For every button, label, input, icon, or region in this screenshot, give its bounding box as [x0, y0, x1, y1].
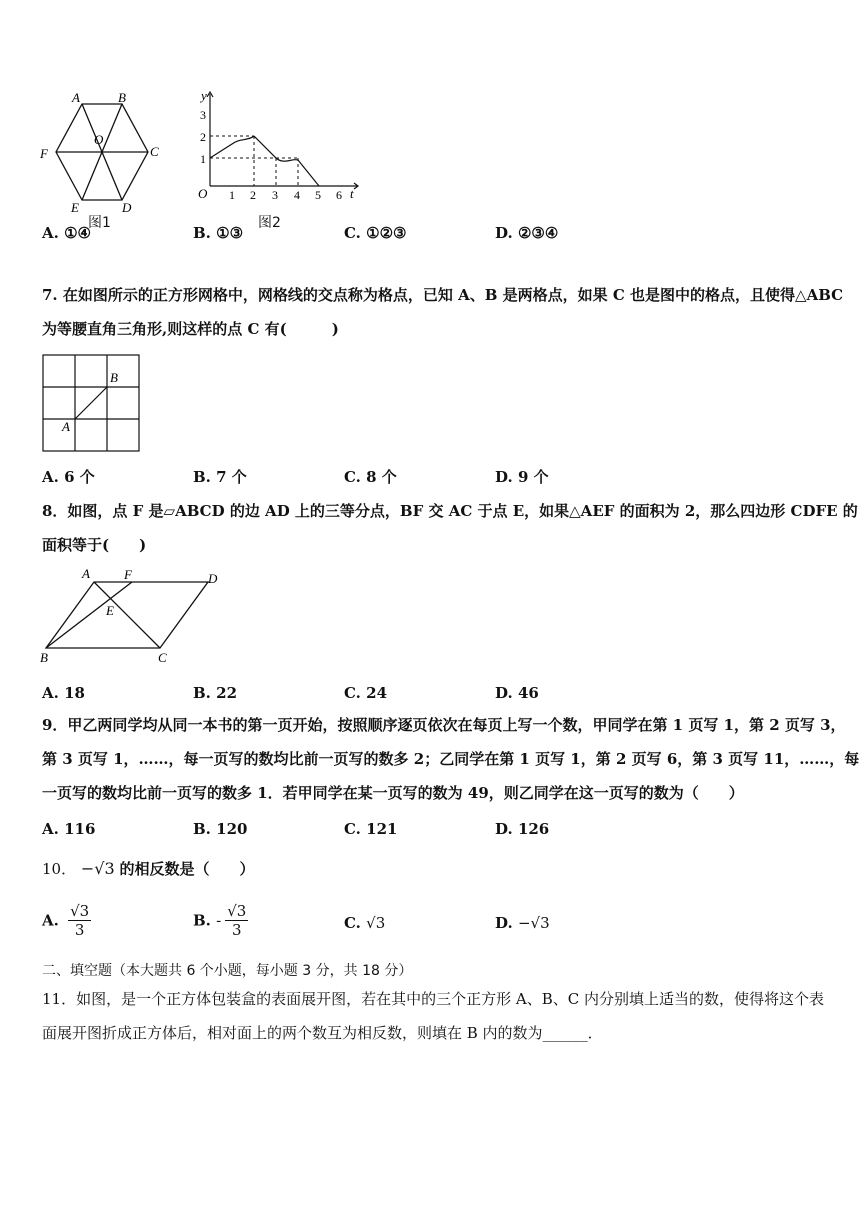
q9-text-line2: 第 3 页写 1，……，每一页写的数均比前一页写的数多 2；乙同学在第 1 页写 1，第 2 页写 6，第 3 页写 11，……，每: [42, 750, 860, 768]
q8-label-b: B: [40, 650, 48, 665]
q7-option-d[interactable]: D. 9 个: [495, 468, 549, 486]
q9-text-line3: 一页写的数均比前一页写的数多 1．若甲同学在某一页写的数为 49，则乙同学在这一页写的数为（ ）: [42, 784, 744, 802]
figure-1-caption: 图1: [88, 215, 111, 231]
q10-prefix: 10．: [42, 860, 77, 878]
figure-1-hexagon: [36, 88, 171, 218]
fig1-label-f: F: [40, 146, 48, 161]
fig2-x-tick: 1: [229, 188, 235, 202]
fig2-x-tick: 6: [336, 188, 342, 202]
q8-text-line2: 面积等于( ): [42, 536, 147, 554]
q10-suffix: 的相反数是（ ）: [119, 860, 255, 878]
q6-option-b[interactable]: B. ①③: [193, 224, 244, 242]
fig2-t-label: t: [350, 186, 354, 201]
section-heading: 二、填空题（本大题共 6 个小题，每小题 3 分，共 18 分）: [42, 963, 413, 979]
q6-option-d[interactable]: D. ②③④: [495, 224, 559, 242]
fig2-x-tick: 4: [294, 188, 300, 202]
q10-expression: −√3: [80, 859, 115, 878]
q7-label-a: A: [62, 419, 70, 434]
q9-option-b[interactable]: B. 120: [193, 820, 248, 838]
q8-label-d: D: [208, 571, 218, 586]
q8-text-line1: 8．如图，点 F 是▱ABCD 的边 AD 上的三等分点，BF 交 AC 于点 E，如果△AEF 的面积为 2，那么四边形 CDFE 的: [42, 502, 858, 520]
q8-option-c[interactable]: C. 24: [344, 684, 388, 702]
q7-option-b[interactable]: B. 7 个: [193, 468, 247, 486]
q10-option-b[interactable]: B. - $\frac{√3}{3}$: [193, 902, 247, 939]
q7-option-c[interactable]: C. 8 个: [344, 468, 397, 486]
fig2-y-tick: 3: [200, 108, 206, 122]
fig2-y-tick: 2: [200, 130, 206, 144]
q10-option-c[interactable]: C. √3: [344, 914, 386, 932]
fig1-label-d: D: [122, 200, 132, 215]
fig1-label-b: B: [118, 90, 126, 105]
q9-text-line1: 9．甲乙两同学均从同一本书的第一页开始，按照顺序逐页依次在每页上写一个数，甲同学在第 1 页写 1，第 2 页写 3，: [42, 716, 846, 734]
figure-2-caption: 图2: [258, 215, 281, 231]
fig1-label-a: A: [72, 90, 80, 105]
q7-text-line1: 7. 在如图所示的正方形网格中，网格线的交点称为格点，已知 A、B 是两格点，如果 C 也是图中的格点，且使得△ABC: [42, 286, 844, 304]
fig2-x-tick: 2: [250, 188, 256, 202]
fig1-label-c: C: [150, 144, 159, 159]
q7-text-line2: 为等腰直角三角形,则这样的点 C 有( ): [42, 320, 339, 338]
q8-label-c: C: [158, 650, 167, 665]
q9-option-d[interactable]: D. 126: [495, 820, 550, 838]
figure-2-graph: [192, 86, 367, 206]
q7-option-a[interactable]: A. 6 个: [42, 468, 95, 486]
q8-option-d[interactable]: D. 46: [495, 684, 539, 702]
fig1-label-e: E: [71, 200, 79, 215]
q8-option-b[interactable]: B. 22: [193, 684, 238, 702]
fig2-x-tick: 3: [272, 188, 278, 202]
q8-label-f: F: [124, 567, 132, 582]
fig2-y-label: y: [201, 88, 207, 103]
q11-text-line1: 11．如图，是一个正方体包装盒的表面展开图，若在其中的三个正方形 A、B、C 内分别填上适当的数，使得将这个表: [42, 990, 824, 1008]
fig2-x-tick: 5: [315, 188, 321, 202]
q9-option-a[interactable]: A. 116: [42, 820, 96, 838]
q6-option-c[interactable]: C. ①②③: [344, 224, 407, 242]
q6-option-a[interactable]: A. ①④: [42, 224, 92, 242]
q10-option-a[interactable]: A. $\frac{√3}{3}$: [42, 902, 90, 939]
q8-parallelogram-figure: [36, 564, 226, 668]
q11-text-line2: 面展开图折成正方体后，相对面上的两个数互为相反数，则填在 B 内的数为______．: [42, 1024, 603, 1042]
q10-text: [42, 856, 254, 882]
fig1-label-o: O: [94, 132, 104, 147]
q8-label-e: E: [106, 603, 114, 618]
q7-label-b: B: [110, 370, 118, 385]
q7-grid-figure: [40, 352, 144, 454]
fig2-origin: O: [198, 186, 208, 201]
q10-option-d[interactable]: D. −√3: [495, 914, 550, 932]
q8-option-a[interactable]: A. 18: [42, 684, 85, 702]
q8-label-a: A: [82, 566, 90, 581]
q9-option-c[interactable]: C. 121: [344, 820, 398, 838]
fig2-y-tick: 1: [200, 152, 206, 166]
